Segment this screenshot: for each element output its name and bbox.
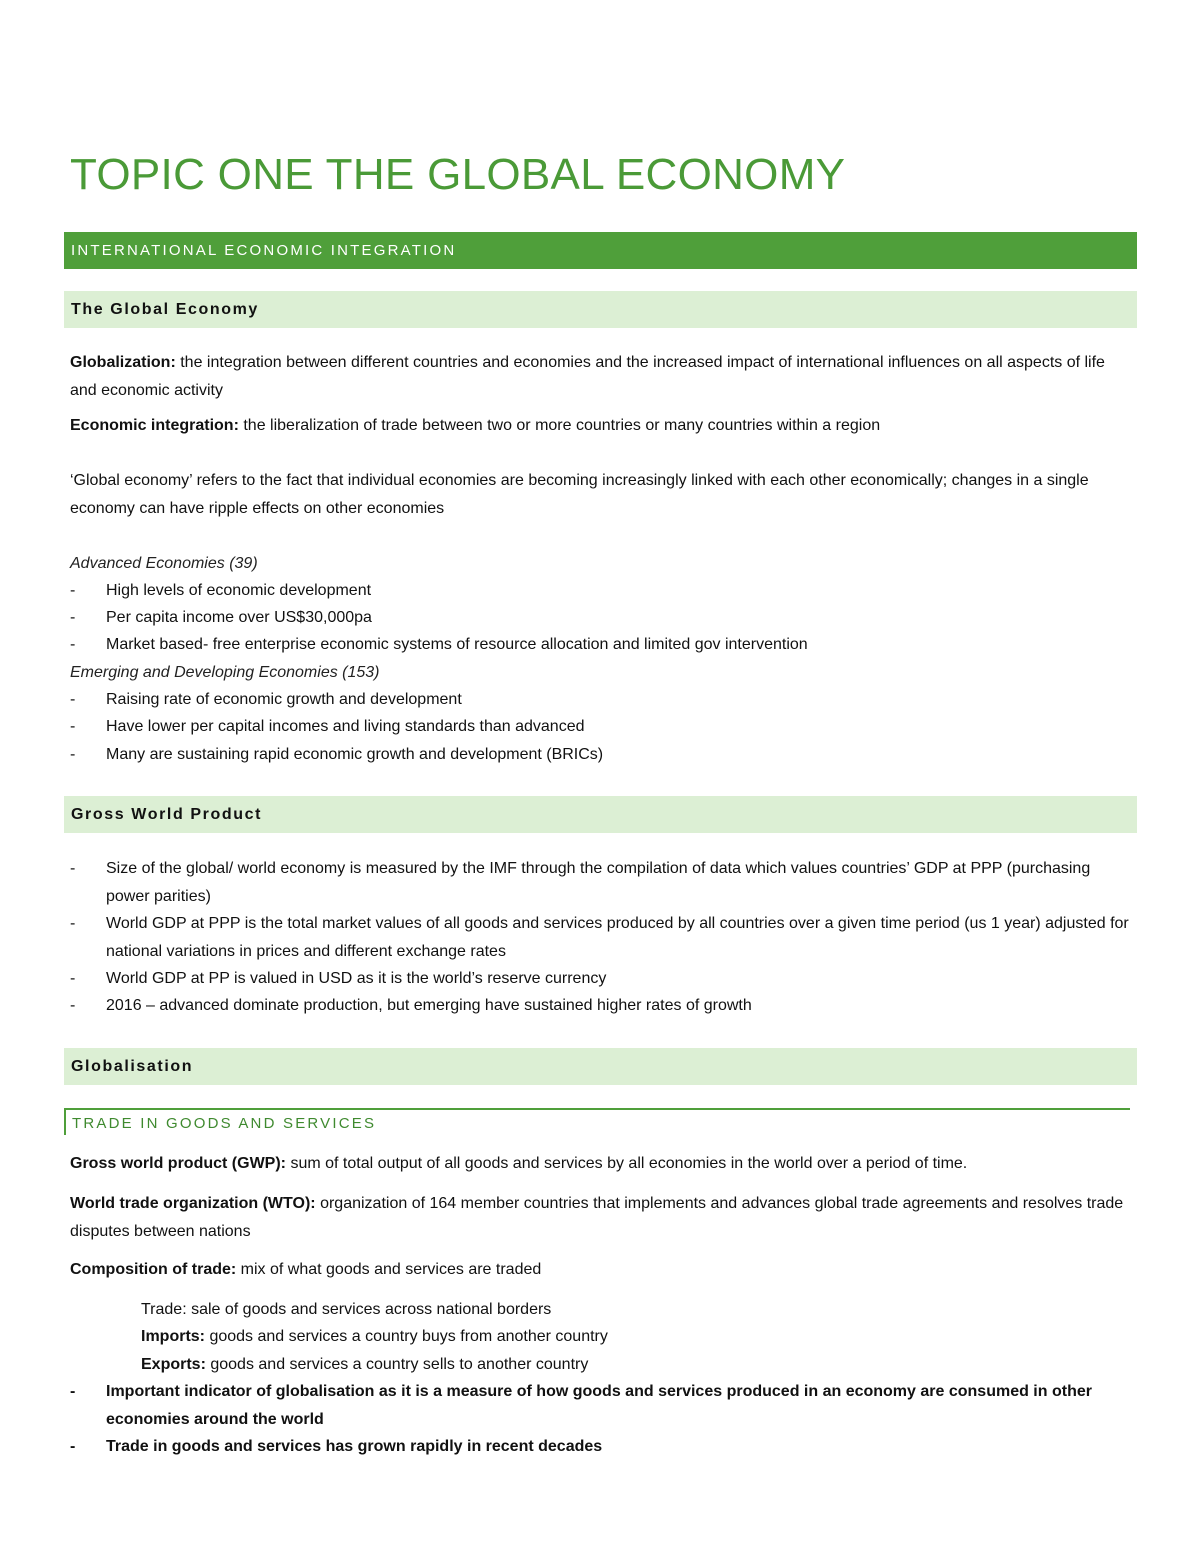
list-item — [70, 910, 1135, 965]
list-item — [70, 713, 1135, 741]
page-title: TOPIC ONE THE GLOBAL ECONOMY — [70, 150, 846, 199]
def-wto: organization of 164 member countries that implements and advances global trade agreements and resolves trade disputes between nations — [70, 1195, 1124, 1240]
term-globalization: Globalization: — [70, 354, 176, 371]
imports-definition-line — [141, 1323, 608, 1351]
bullet-dash: - — [70, 860, 76, 877]
list-item — [70, 686, 1135, 714]
list-item — [70, 1433, 1135, 1461]
list-item-text: World GDP at PP is valued in USD as it is the world’s reserve currency — [106, 970, 607, 987]
bullet-dash: - — [70, 636, 76, 653]
definition-gwp — [70, 1150, 1135, 1178]
emerging-economies-heading: Emerging and Developing Economies (153) — [70, 664, 380, 681]
subheading-global-economy: The Global Economy — [64, 291, 1137, 328]
trade-definition-line: Trade: sale of goods and services across national borders — [141, 1301, 552, 1318]
list-item-text: Per capita income over US$30,000pa — [106, 609, 372, 626]
list-item — [70, 631, 1135, 659]
term-economic-integration: Economic integration: — [70, 417, 239, 434]
term-exports: Exports: — [141, 1356, 206, 1373]
def-composition: mix of what goods and services are traded — [236, 1261, 542, 1278]
def-gwp: sum of total output of all goods and services by all economies in the world over a period of time. — [286, 1155, 968, 1172]
bullet-dash: - — [70, 1383, 76, 1400]
list-item-text: High levels of economic development — [106, 582, 372, 599]
subheading-gross-world-product: Gross World Product — [64, 796, 1137, 833]
def-globalization: the integration between different countries and economies and the increased impact of international influences on all aspects of life and economic activity — [70, 354, 1105, 399]
list-item — [70, 855, 1135, 910]
list-item-text: Have lower per capital incomes and living standards than advanced — [106, 718, 585, 735]
list-item-text: Size of the global/ world economy is measured by the IMF through the compilation of data which values countries’ GDP at PPP (purchasing power parities) — [106, 860, 1091, 905]
section-heading-integration: INTERNATIONAL ECONOMIC INTEGRATION — [64, 232, 1137, 269]
bullet-dash: - — [70, 997, 76, 1014]
list-item-text: Market based- free enterprise economic systems of resource allocation and limited gov intervention — [106, 636, 808, 653]
term-composition: Composition of trade: — [70, 1261, 237, 1278]
bullet-dash: - — [70, 746, 76, 763]
bullet-dash: - — [70, 915, 76, 932]
bullet-dash: - — [70, 718, 76, 735]
term-imports: Imports: — [141, 1328, 205, 1345]
list-item — [70, 741, 1135, 769]
term-wto: World trade organization (WTO): — [70, 1195, 316, 1212]
bullet-dash: - — [70, 691, 76, 708]
advanced-economies-heading: Advanced Economies (39) — [70, 555, 258, 572]
section-heading-trade: TRADE IN GOODS AND SERVICES — [64, 1108, 1130, 1135]
definition-composition — [70, 1256, 1135, 1284]
list-item — [70, 965, 1135, 993]
global-economy-paragraph: ‘Global economy’ refers to the fact that individual economies are becoming increasingly linked with each other economically; changes in a single economy can have ripple effects on other economies — [70, 472, 1089, 517]
list-item-text: Important indicator of globalisation as it is a measure of how goods and services produced in an economy are consumed in other economies around the world — [106, 1383, 1092, 1428]
bullet-dash: - — [70, 970, 76, 987]
definition-economic-integration — [70, 412, 1135, 440]
term-gwp: Gross world product (GWP): — [70, 1155, 286, 1172]
list-item — [70, 1378, 1135, 1433]
list-item-text: 2016 – advanced dominate production, but emerging have sustained higher rates of growth — [106, 997, 752, 1014]
list-item-text: Trade in goods and services has grown rapidly in recent decades — [106, 1438, 603, 1455]
list-item-text: World GDP at PPP is the total market values of all goods and services produced by all countries over a given time period (us 1 year) adjusted for national variations in prices and different exchange rates — [106, 915, 1129, 960]
list-item — [70, 992, 1135, 1020]
list-item — [70, 604, 1135, 632]
bullet-dash: - — [70, 609, 76, 626]
def-exports: goods and services a country sells to another country — [205, 1356, 589, 1373]
list-item — [70, 577, 1135, 605]
definition-wto — [70, 1190, 1135, 1245]
list-item-text: Many are sustaining rapid economic growth and development (BRICs) — [106, 746, 604, 763]
bullet-dash: - — [70, 1438, 76, 1455]
def-economic-integration: the liberalization of trade between two or more countries or many countries within a region — [238, 417, 881, 434]
list-item-text: Raising rate of economic growth and development — [106, 691, 462, 708]
def-imports: goods and services a country buys from another country — [205, 1328, 608, 1345]
subheading-globalisation: Globalisation — [64, 1048, 1137, 1085]
definition-globalization — [70, 349, 1135, 404]
bullet-dash: - — [70, 582, 76, 599]
exports-definition-line — [141, 1351, 588, 1379]
